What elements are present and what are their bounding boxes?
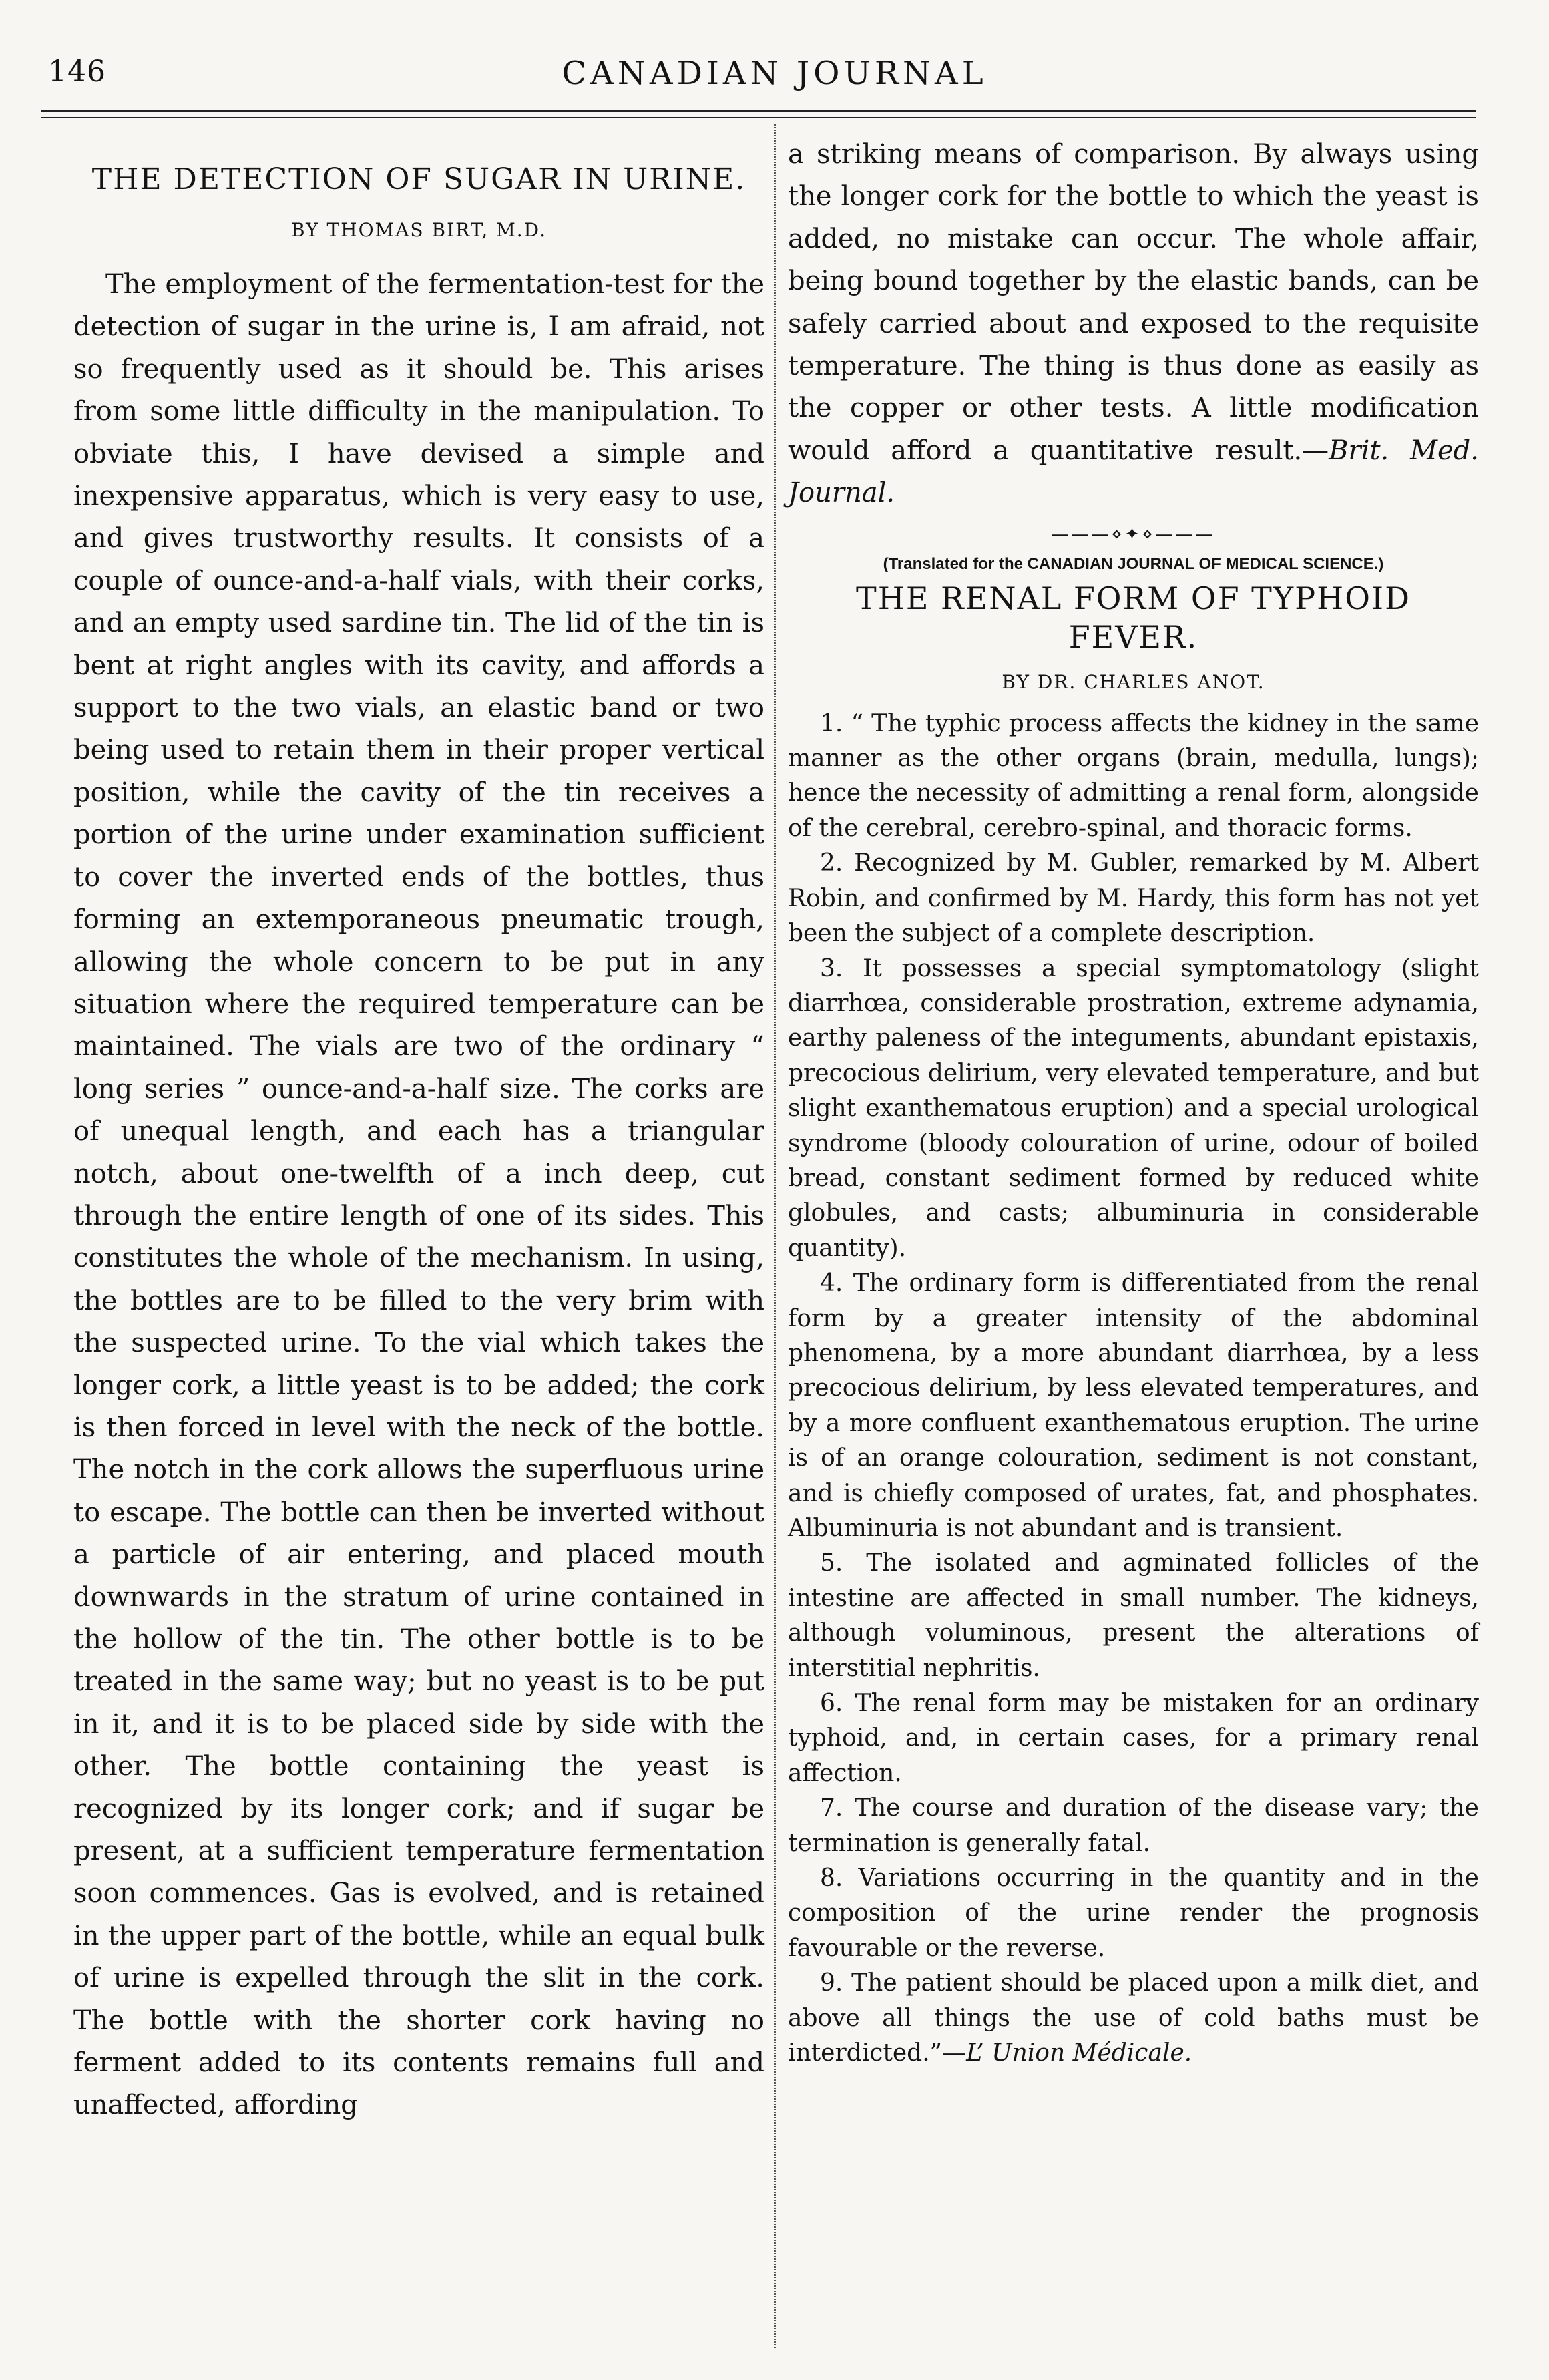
page-number: 146 [48, 55, 106, 89]
translator-note: (Translated for the CANADIAN JOURNAL OF MEDICAL SCIENCE.) [883, 554, 1384, 573]
numbered-paragraph-last [788, 1966, 1479, 2071]
article-source-2: L’ Union Médicale. [966, 2039, 1192, 2067]
left-column [73, 134, 764, 2127]
header-rule [41, 110, 1476, 112]
running-title: CANADIAN JOURNAL [562, 55, 987, 92]
numbered-paragraph: 8. Variations occurring in the quantity and in the composition of the urine render the prognosis favourable or the reverse. [788, 1864, 1479, 1962]
right-column [788, 134, 1479, 2071]
numbered-paragraph: 7. The course and duration of the disease vary; the termination is generally fatal. [788, 1794, 1479, 1857]
numbered-paragraph: 2. Recognized by M. Gubler, remarked by M. Albert Robin, and confirmed by M. Hardy, this form has not yet been the subject of a complete description. [788, 849, 1479, 948]
header-rule-thin [41, 117, 1476, 118]
article-title-2: THE RENAL FORM OF TYPHOID FEVER. [856, 580, 1411, 655]
last-paragraph-text: 9. The patient should be placed upon a milk diet, and above all things the use of cold baths must be interdicted.”— [788, 1969, 1479, 2067]
continuation-text: a striking means of comparison. By always using the longer cork for the bottle to which the yeast is added, no mistake can occur. The whole affair, being bound together by the elastic bands, can be safely carried about and exposed to the requisite temperature. The thing is thus done as easily as the copper or other tests. A little modification would afford a quantitative result.— [788, 139, 1479, 466]
numbered-paragraph: 6. The renal form may be mistaken for an ordinary typhoid, and, in certain cases, for a primary renal affection. [788, 1690, 1479, 1787]
article-source: Brit. Med. Journal. [788, 435, 1479, 509]
article-continuation [788, 134, 1479, 515]
numbered-paragraph: 1. “ The typhic process affects the kidney in the same manner as the other organs (brain, medulla, lungs); hence the necessity of admitting a renal form, alongside of the cerebral, cerebro-spinal, and thoracic forms. [788, 709, 1479, 842]
column-divider [774, 124, 776, 2348]
numbered-paragraph: 3. It possesses a special symptomatology (slight diarrhœa, considerable prostration, extreme adynamia, earthy paleness of the integuments, abundant epistaxis, precocious delirium, very elevated temperature, and but slight exanthematous eruption) and a special urological syndrome (bloody colouration of urine, odour of boiled bread, constant sediment formed by reduced white globules, and casts; albuminuria in considerable quantity). [788, 954, 1479, 1262]
numbered-paragraph: 5. The isolated and agminated follicles of the intestine are affected in small number. The kidneys, although voluminous, present the alterations of interstitial nephritis. [788, 1549, 1479, 1682]
section-ornament: ———⋄✦⋄——— [1051, 524, 1216, 544]
article-byline: BY THOMAS BIRT, M.D. [291, 219, 547, 241]
numbered-paragraph: 4. The ordinary form is differentiated from the renal form by a greater intensity of the abdominal phenomena, by a more abundant diarrhœa, by a less precocious delirium, by less elevated temperatures, and by a more confluent exanthematous eruption. The urine is of an orange colouration, sediment is not constant, and is chiefly composed of urates, fat, and phosphates. Albuminuria is not abundant and is transient. [788, 1269, 1479, 1542]
article-byline-2: BY DR. CHARLES ANOT. [1002, 670, 1265, 693]
article-body: The employment of the fermentation-test for the detection of sugar in the urine is, I am afraid, not so frequently used as it should be. This arises from some little difficulty in the manipulation. To obviate this, I have devised a simple and inexpensive apparatus, which is very easy to use, and gives trustworthy results. It consists of a couple of ounce-and-a-half vials, with their corks, and an empty used sardine tin. The lid of the tin is bent at right angles with its cavity, and affords a support to the two vials, an elastic band or two being used to retain them in their proper vertical position, while the cavity of the tin receives a portion of the urine under examination sufficient to cover the inverted ends of the bottles, thus forming an extemporaneous pneumatic trough, allowing the whole concern to be put in any situation where the required temperature can be maintained. The vials are two of the ordinary “ long series ” ounce-and-a-half size. The corks are of unequal length, and each has a triangular notch, about one-twelfth of a inch deep, cut through the entire length of one of its sides. This constitutes the whole of the mechanism. In using, the bottles are to be filled to the very brim with the suspected urine. To the vial which takes the longer cork, a little yeast is to be added; the cork is then forced in level with the neck of the bottle. The notch in the cork allows the superfluous urine to escape. The bottle can then be inverted without a particle of air entering, and placed mouth downwards in the stratum of urine contained in the hollow of the tin. The other bottle is to be treated in the same way; but no yeast is to be put in it, and it is to be placed side by side with the other. The bottle containing the yeast is recognized by its longer cork; and if sugar be present, at a sufficient temperature fermentation soon commences. Gas is evolved, and is retained in the upper part of the bottle, while an equal bulk of urine is expelled through the slit in the cork. The bottle with the shorter cork having no ferment added to its contents remains full and unaffected, affording [73, 269, 764, 2121]
article-title: THE DETECTION OF SUGAR IN URINE. [91, 162, 746, 196]
page-header [0, 32, 1549, 92]
